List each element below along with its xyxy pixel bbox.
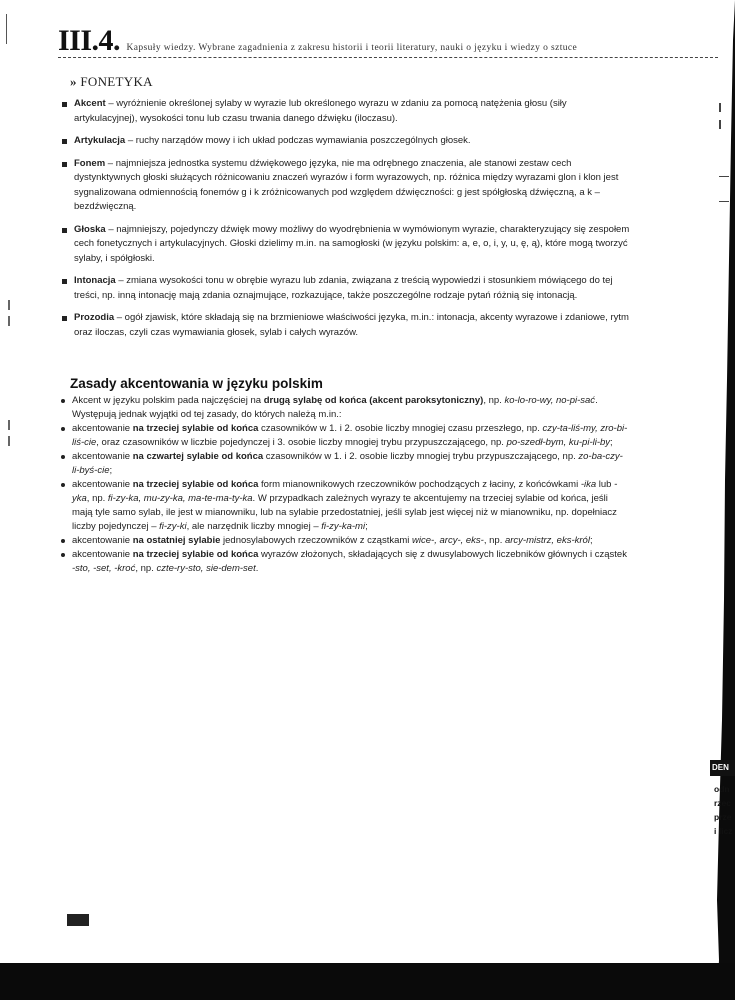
definitions-list (62, 97, 632, 348)
rule-text: lub (596, 479, 615, 490)
rule-text: czasowników w 1. i 2. osobie liczby mnogiej trybu przypuszczającego, np. (263, 451, 579, 462)
rule-emphasis: na trzeciej sylabie od końca (132, 423, 259, 434)
bottom-scan-band (0, 963, 735, 1000)
accent-rule (60, 534, 630, 548)
rule-text: akcentowanie (72, 535, 133, 546)
accent-rule (60, 394, 630, 422)
rule-text: , np. (86, 493, 108, 504)
definition-item (62, 157, 632, 215)
rule-emphasis: na ostatniej sylabie (132, 535, 221, 546)
rule-text: jednosylabowych rzeczowników z cząstkami (220, 535, 413, 546)
accent-rule (60, 548, 630, 576)
section-title-text: FONETYKA (80, 74, 153, 89)
rule-example: arcy-mistrz, eks-król (504, 535, 590, 546)
square-bullet-icon (62, 162, 67, 167)
square-bullet-icon (62, 102, 67, 107)
round-bullet-icon (61, 539, 65, 543)
square-bullet-icon (62, 279, 67, 284)
rule-example: czte-ry-sto, sie-dem-set (156, 563, 256, 574)
rule-text: Akcent w języku polskim pada najczęściej na (72, 395, 264, 406)
section-title-fonetyka (70, 74, 153, 90)
subsection-title-akcent: Zasady akcentowania w języku polskim (70, 376, 323, 391)
square-bullet-icon (62, 228, 67, 233)
round-bullet-icon (61, 483, 65, 487)
next-page-sidebar (706, 752, 735, 842)
definition-text: – zmiana wysokości tonu w obrębie wyrazu lub zdania, związana z treścią wypowiedzi i stosunkiem mówiącego do tej treści, np. inną intonację mają zdania oznajmujące, rozkazujące, także poszczególne rodzaje pytań różnią się intonacją. (74, 275, 613, 301)
rule-emphasis: na czwartej sylabie od końca (132, 451, 264, 462)
page-number-redacted (67, 914, 89, 926)
rule-text: ; (109, 465, 113, 476)
rule-text: ; (610, 437, 613, 448)
definition-item (62, 311, 632, 340)
definition-item (62, 223, 632, 267)
sidebar-tab: DEN (710, 760, 735, 776)
definition-item (62, 97, 632, 126)
rule-emphasis: na trzeciej sylabie od końca (132, 479, 259, 490)
rule-text: akcentowanie (72, 549, 133, 560)
definition-text: – ogół zjawisk, które składają się na brzmieniowe właściwości języka, m.in.: intonacja, akcenty wyrazowe i zdaniowe, rytm oraz iloczas, czyli czas wymawiania głosek, sylab i całych wyrazów. (74, 312, 629, 338)
rule-text: . (255, 563, 259, 574)
rule-text: form mianownikowych rzeczowników pochodzących z łaciny, z końcówkami (258, 479, 581, 490)
rule-example: po-szedł-bym, ku-pi-li-by (506, 437, 611, 448)
sidebar-snippet: i licz (714, 826, 733, 836)
header-title: Kapsuły wiedzy. Wybrane zagadnienia z zakresu historii i teorii literatury, nauki o języku i wiedzy o sztuce (126, 43, 578, 53)
rule-example: fi-zy-ka-mi (321, 521, 366, 532)
rule-text: wyrazów złożonych, składających się z dwusylabowych liczebników głównych i cząstek (258, 549, 627, 560)
definition-text: – najmniejsza jednostka systemu dźwiękowego języka, nie ma odrębnego znaczenia, ale stanowi zestaw cech dystynktywnych głoski służących różnicowaniu znaczeń wyrazów i form wyrazowych, np. różnica między wyrazami glon i klon jest sygnalizowana odmiennością fonemów g i k zróżnicowanych pod względem dźwięczności: g jest spółgłoską dźwięczną, a k – bezdźwięczną. (74, 157, 619, 212)
sidebar-snippet: odn (714, 784, 730, 794)
rule-text: ; (589, 535, 593, 546)
square-bullet-icon (62, 316, 67, 321)
accent-rule (60, 478, 630, 534)
rule-example: -ika (580, 479, 597, 490)
rule-text: akcentowanie (72, 451, 133, 462)
rule-text: ; (365, 521, 368, 532)
rule-text: czasowników w 1. i 2. osobie liczby mnogiej czasu przeszłego, np. (258, 423, 543, 434)
rule-text: . Występują jednak wyjątki od tej zasady, do których należą m.in.: (72, 395, 598, 420)
rule-example: czy-ta-liś-my, zro-bi-liś-cie (72, 423, 628, 448)
chapter-dot: . (113, 24, 121, 57)
accent-rule (60, 422, 630, 450)
rule-text: , np. (483, 395, 505, 406)
rule-example: -sto, -set, -kroć (72, 563, 136, 574)
rule-example: fi-zy-ki (159, 521, 187, 532)
definition-text: – ruchy narządów mowy i ich układ podczas wymawiania poszczególnych głosek. (125, 135, 471, 146)
sidebar-snippet: rzec (714, 798, 732, 808)
round-bullet-icon (61, 427, 65, 431)
accent-rule (60, 450, 630, 478)
rule-text: , np. (483, 535, 505, 546)
page-edge-mark (6, 14, 7, 44)
rule-text: akcentowanie (72, 423, 133, 434)
rule-example: wice-, arcy-, eks- (412, 535, 484, 546)
rule-emphasis: na trzeciej sylabie od końca (132, 549, 259, 560)
rule-text: , ale narzędnik liczby mnogiej – (186, 521, 322, 532)
sidebar-snippet: prze (714, 812, 732, 822)
chapter-number: III.4 (58, 24, 114, 57)
rule-text: , oraz czasowników w liczbie pojedynczej i 3. osobie liczby mnogiej trybu przypuszczającego, np. (96, 437, 507, 448)
rule-text: akcentowanie (72, 479, 133, 490)
definition-term: Intonacja (74, 275, 116, 286)
accent-rules-list (60, 394, 630, 576)
definition-item (62, 134, 632, 149)
definition-text: – wyróżnienie określonej sylaby w wyrazie lub określonego wyrazu w zdaniu za pomocą natężenia głosu (siły artykulacyjnej), wysokości tonu lub czasu trwania danego dźwięku (iloczasu). (74, 98, 567, 124)
definition-term: Fonem (74, 157, 106, 169)
square-bullet-icon (62, 139, 67, 144)
header-rule (58, 57, 718, 58)
definition-term: Prozodia (74, 312, 115, 323)
rule-example: zo-ba-czy-li-byś-cie (72, 451, 623, 476)
definition-text: – najmniejszy, pojedynczy dźwięk mowy możliwy do wyodrębnienia w wymówionym wyrazie, charakteryzujący się zespołem cech fonetycznych i artykulacyjnych. Głoski dzielimy m.in. na samogłoski (w języku polskim: a, e, o, i, y, u, ę, ą), które mogą tworzyć sylaby, i spółgłoski. (74, 223, 630, 264)
rule-example: fi-zy-ka, mu-zy-ka, ma-te-ma-ty-ka (107, 493, 253, 504)
rule-example: ko-lo-ro-wy, no-pi-sać (504, 395, 596, 406)
rule-example: -yka (72, 479, 618, 504)
running-header (58, 24, 708, 58)
rule-emphasis: drugą sylabę od końca (akcent paroksytoniczny) (263, 395, 484, 406)
definition-term: Głoska (74, 223, 106, 235)
round-bullet-icon (61, 399, 65, 403)
round-bullet-icon (61, 455, 65, 459)
definition-term: Artykulacja (74, 135, 126, 146)
rule-text: . W przypadkach zależnych wyrazy te akcentujemy na trzeciej sylabie od końca, jeśli mają tyle samo sylab, ile jest w mianowniku, lub na sylabie przedostatniej, jeśli sylab jest więcej niż w mianowniku, np. dopełniacz liczby pojedynczej – (72, 493, 617, 532)
rule-text: , np. (135, 563, 157, 574)
section-arrows: » (70, 74, 77, 89)
book-spine-shadow (707, 0, 735, 1000)
round-bullet-icon (61, 553, 65, 557)
definition-term: Akcent (74, 98, 106, 109)
definition-item (62, 274, 632, 303)
